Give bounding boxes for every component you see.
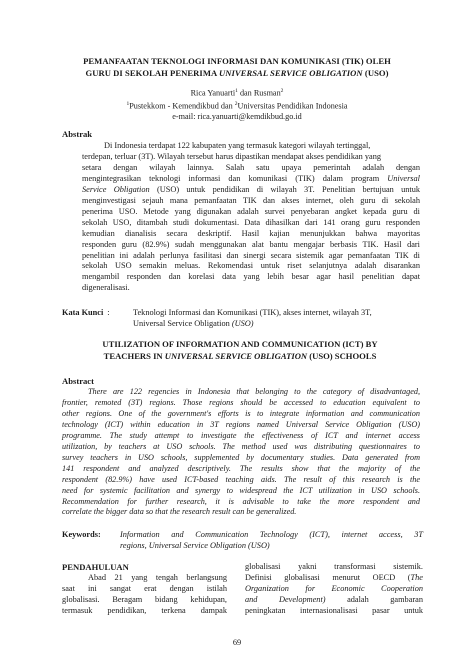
body-line [245, 595, 423, 606]
en-title-suffix: (USO) SCHOOLS [307, 350, 377, 361]
abstract-line: programme. The study attempt to investigate the effectiveness of ICT and internet access [62, 430, 420, 440]
abstrak-line [82, 185, 420, 196]
body-italic: The [410, 572, 423, 582]
abstrak-line: penerima USO. Metode yang digunakan adalah survei penyebaran angket kepada guru di [82, 206, 420, 216]
abstrak-italic: Universal [387, 173, 420, 183]
paper-title [60, 55, 414, 79]
affiliation-2: Universitas Pendidikan Indonesia [237, 101, 348, 111]
abstract-line: There are 122 regencies in Indonesia that belonging to the category of disadvantaged, [88, 387, 420, 396]
abstrak-line-text: (USO) untuk pendidikan di wilayah 3T. Penelitian bertujuan untuk [149, 184, 420, 194]
abstrak-line: digeneralisasi. [82, 283, 130, 293]
abstrak-line: responden guru (82.9%) sudah menggunakan alat bantu mengajar berbasis TIK. Hasil dari [82, 239, 420, 249]
author-2-sup: 2 [280, 88, 284, 94]
abstrak-line: setara dengan wilayah lainnya. Salah satu upaya pemerintah adalah dengan [82, 162, 420, 172]
kata-kunci-line2-text: Universal Service Obligation [133, 318, 232, 328]
abstract-line: Recommendation for further research, it is advisable to take the more respondent and [62, 496, 420, 506]
author-2: dan Rusman [237, 88, 281, 98]
body-italic: and Development) [245, 594, 326, 604]
kata-kunci-label-text: Kata Kunci [62, 308, 104, 317]
body-left-column [62, 562, 227, 617]
keywords-label: Keywords: [62, 530, 101, 539]
body-line: saat ini sangat erat dengan istilah [62, 583, 227, 593]
kata-kunci-sep: : [107, 308, 110, 317]
author-block [60, 86, 414, 122]
keywords-line2: regions, Universal Service Obligation (USO) [120, 540, 270, 550]
body-line: peningkatan internasionalisasi pasar untuk [245, 605, 423, 615]
abstrak-line: penelitian ini adalah perlunya fasilitasi dan sinergi secara sistemik agar pemanfaatan TIK di [82, 250, 420, 260]
body-line: Organization for Economic Cooperation [245, 583, 423, 593]
section-heading-pendahuluan: PENDAHULUAN [62, 562, 129, 572]
abstract-heading: Abstract [62, 376, 94, 386]
abstract-line: correlate the bigger data so that the research result can be generalized. [62, 507, 297, 517]
aff-2-sup: 2 [234, 100, 238, 107]
title-text: GURU DI SEKOLAH PENERIMA [85, 68, 219, 78]
abstrak-line: terdepan, terluar (3T). Wilayah tersebut harus dipastikan mendapat akses pendidikan yang [82, 151, 382, 161]
en-title-text: TEACHERS IN [103, 350, 165, 361]
abstrak-line: kemudian dianalisis secara deskriptif. Hasil kajian menunjukkan bahwa mayoritas [82, 228, 420, 238]
body-line: Abad 21 yang tengah berlangsung [88, 572, 227, 582]
body-line: globalisasi. Beragam bidang kehidupan, [62, 594, 227, 604]
body-line [245, 573, 423, 584]
affiliations [60, 99, 414, 112]
title-suffix: (USO) [362, 68, 389, 78]
body-line: globalisasi yakni transformasi sistemik. [245, 562, 423, 571]
kata-kunci-italic: (USO) [231, 318, 254, 328]
english-title [75, 339, 405, 362]
abstract-line: frontier, remoted (3T) regions. Those regions should be accessed to education equivalent to [62, 397, 420, 407]
abstrak-line [82, 174, 420, 185]
author-names [60, 86, 414, 99]
author-email: e-mail: rica.yanuarti@kemdikbud.go.id [172, 112, 302, 122]
body-right-column [245, 562, 423, 617]
abstrak-line: Di Indonesia terdapat 122 kabupaten yang termasuk kategori wilayah tertinggal, [104, 141, 371, 150]
en-title-italic: UNIVERSAL SERVICE OBLIGATION [164, 350, 308, 361]
abstrak-body [82, 141, 420, 294]
abstract-line: utilization, by teachers at USO schools. The method used was distributing questionnaires to [62, 441, 420, 451]
english-title-line1: UTILIZATION OF INFORMATION AND COMMUNICATION (ICT) BY [102, 339, 378, 349]
kata-kunci-text [133, 308, 423, 329]
title-italic: UNIVERSAL SERVICE OBLIGATION [218, 68, 363, 78]
abstract-line: 141 respondent and analyzed descriptively. The results show that the majority of the [62, 463, 420, 473]
keywords-text [120, 530, 423, 551]
abstrak-line-text: mengintegrasikan teknologi informasi dan komunikasi (TIK) dalam program [82, 173, 388, 183]
abstrak-heading: Abstrak [62, 129, 93, 139]
kata-kunci-line2 [133, 319, 423, 330]
english-title-line2 [75, 351, 405, 363]
abstrak-italic: Service Obligation [82, 184, 150, 194]
abstrak-line: sekolah USO semakin meluas. Rekomendasi untuk riset selanjutnya adalah disarankan [82, 261, 420, 271]
abstract-line: other regions. One of the government's efforts is to integrate information and communication [62, 408, 420, 418]
abstract-line: technology (ICT) within education in 3T regions named Universal Service Obligation (USO) [62, 419, 420, 429]
body-line-text: adalah gambaran [325, 594, 423, 604]
abstract-line: respondent (82.9%) have used ICT-based teaching aids. The result of this research is the [62, 474, 420, 484]
affiliation-1: Pustekkom - Kemendikbud dan [129, 101, 235, 111]
author-1: Rica Yanuarti [190, 88, 236, 98]
body-line: termasuk pendidikan, terkena dampak [62, 605, 227, 615]
author-1-sup: 1 [235, 88, 238, 94]
paper-title-line1: PEMANFAATAN TEKNOLOGI INFORMASI DAN KOMUNIKASI (TIK) OLEH [83, 56, 391, 66]
abstrak-line: mengambil responden dan korelasi data yang lebih besar agar hasil penelitian dapat [82, 272, 420, 282]
keywords-line1: Information and Communication Technology (ICT), internet access, 3T [120, 530, 423, 539]
abstract-line: survey teachers in USO schools, supplemented by documentary studies. Data generated from [62, 452, 420, 462]
abstract-line: need for systemic facilitation and synergy to widespread the ICT utilization in USO schools. [62, 485, 420, 495]
page-number: 69 [232, 638, 242, 647]
abstrak-line: menginvestigasi sejauh mana pemanfaatan TIK dan akses internet, oleh guru di sekolah [82, 195, 420, 205]
abstract-body [62, 387, 420, 518]
abstrak-line: sekolah USO, ditambah studi dokumentasi. Data dihasilkan dari 141 orang guru responden [82, 217, 420, 227]
paper-title-line2 [60, 67, 414, 79]
kata-kunci-line1: Teknologi Informasi dan Komunikasi (TIK), akses internet, wilayah 3T, [133, 308, 372, 317]
body-line-text: Definisi globalisasi menurut OECD ( [245, 572, 411, 582]
kata-kunci-label [62, 308, 110, 317]
aff-1-sup: 1 [126, 100, 130, 107]
